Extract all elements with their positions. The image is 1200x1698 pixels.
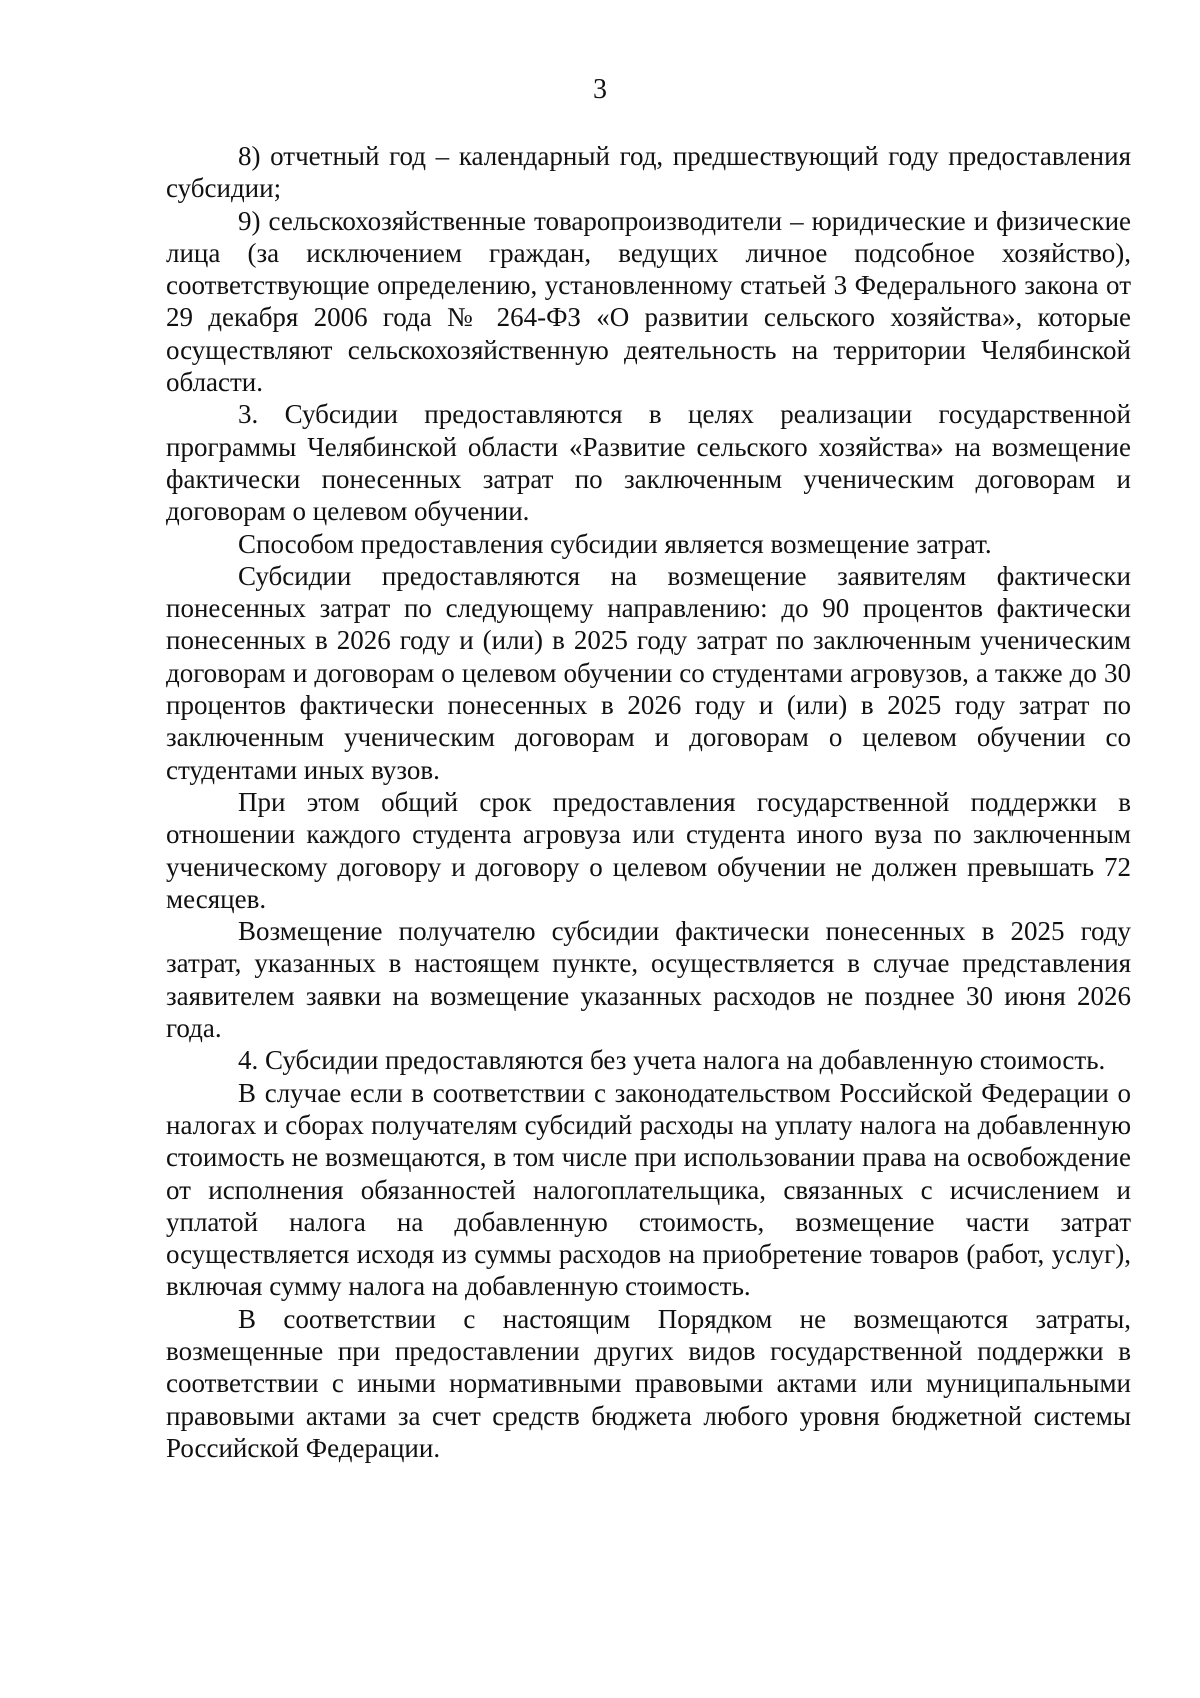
page-number: 3 — [593, 74, 607, 105]
paragraph-item-9: 9) сельскохозяйственные товаропроизводители – юридические и физические лица (за исключением граждан, ведущих личное подсобное хозяйство), соответствующие определению, установленному статьей 3 Федерального закона от 29 декабря 2006 года № 264-ФЗ «О развитии сельского хозяйства», которые осуществляют сельскохозяйственную деятельность на территории Челябинской области. — [166, 205, 1131, 398]
document-body — [166, 140, 1131, 1464]
paragraph-vat: В случае если в соответствии с законодательством Российской Федерации о налогах и сборах получателям субсидий расходы на уплату налога на добавленную стоимость не возмещаются, в том числе при использовании права на освобождение от исполнения обязанностей налогоплательщика, связанных с исчислением и уплатой налога на добавленную стоимость, возмещение части затрат осуществляется исходя из суммы расходов на приобретение товаров (работ, услуг), включая сумму налога на добавленную стоимость. — [166, 1077, 1131, 1302]
paragraph-clause-4: 4. Субсидии предоставляются без учета налога на добавленную стоимость. — [238, 1045, 1106, 1076]
paragraph-direction: Субсидии предоставляются на возмещение заявителям фактически понесенных затрат по следующему направлению: до 90 процентов фактически понесенных в 2026 году и (или) в 2025 году затрат по заключенным ученическим договорам и договорам о целевом обучении со студентами агровузов, а также до 30 процентов фактически понесенных в 2026 году и (или) в 2025 году затрат по заключенным ученическим договорам и договорам о целевом обучении со студентами иных вузов. — [166, 560, 1131, 785]
paragraph-item-8: 8) отчетный год – календарный год, предшествующий году предоставления субсидии; — [166, 141, 1131, 204]
paragraph-exclusions: В соответствии с настоящим Порядком не возмещаются затраты, возмещенные при предоставлении других видов государственной поддержки в соответствии с иными нормативными правовыми актами или муниципальными правовыми актами за счет средств бюджета любого уровня бюджетной системы Российской Федерации. — [166, 1303, 1131, 1463]
paragraph-reimbursement: Возмещение получателю субсидии фактически понесенных в 2025 году затрат, указанных в настоящем пункте, осуществляется в случае представления заявителем заявки на возмещение указанных расходов не позднее 30 июня 2026 года. — [166, 916, 1131, 1044]
paragraph-clause-3: 3. Субсидии предоставляются в целях реализации государственной программы Челябинской области «Развитие сельского хозяйства» на возмещение фактически понесенных затрат по заключенным ученическим договорам и договорам о целевом обучении. — [166, 399, 1131, 527]
paragraph-term: При этом общий срок предоставления государственной поддержки в отношении каждого студента агровуза или студента иного вуза по заключенным ученическому договору и договору о целевом обучении не должен превышать 72 месяцев. — [166, 786, 1131, 914]
paragraph-method: Способом предоставления субсидии является возмещение затрат. — [238, 528, 992, 559]
